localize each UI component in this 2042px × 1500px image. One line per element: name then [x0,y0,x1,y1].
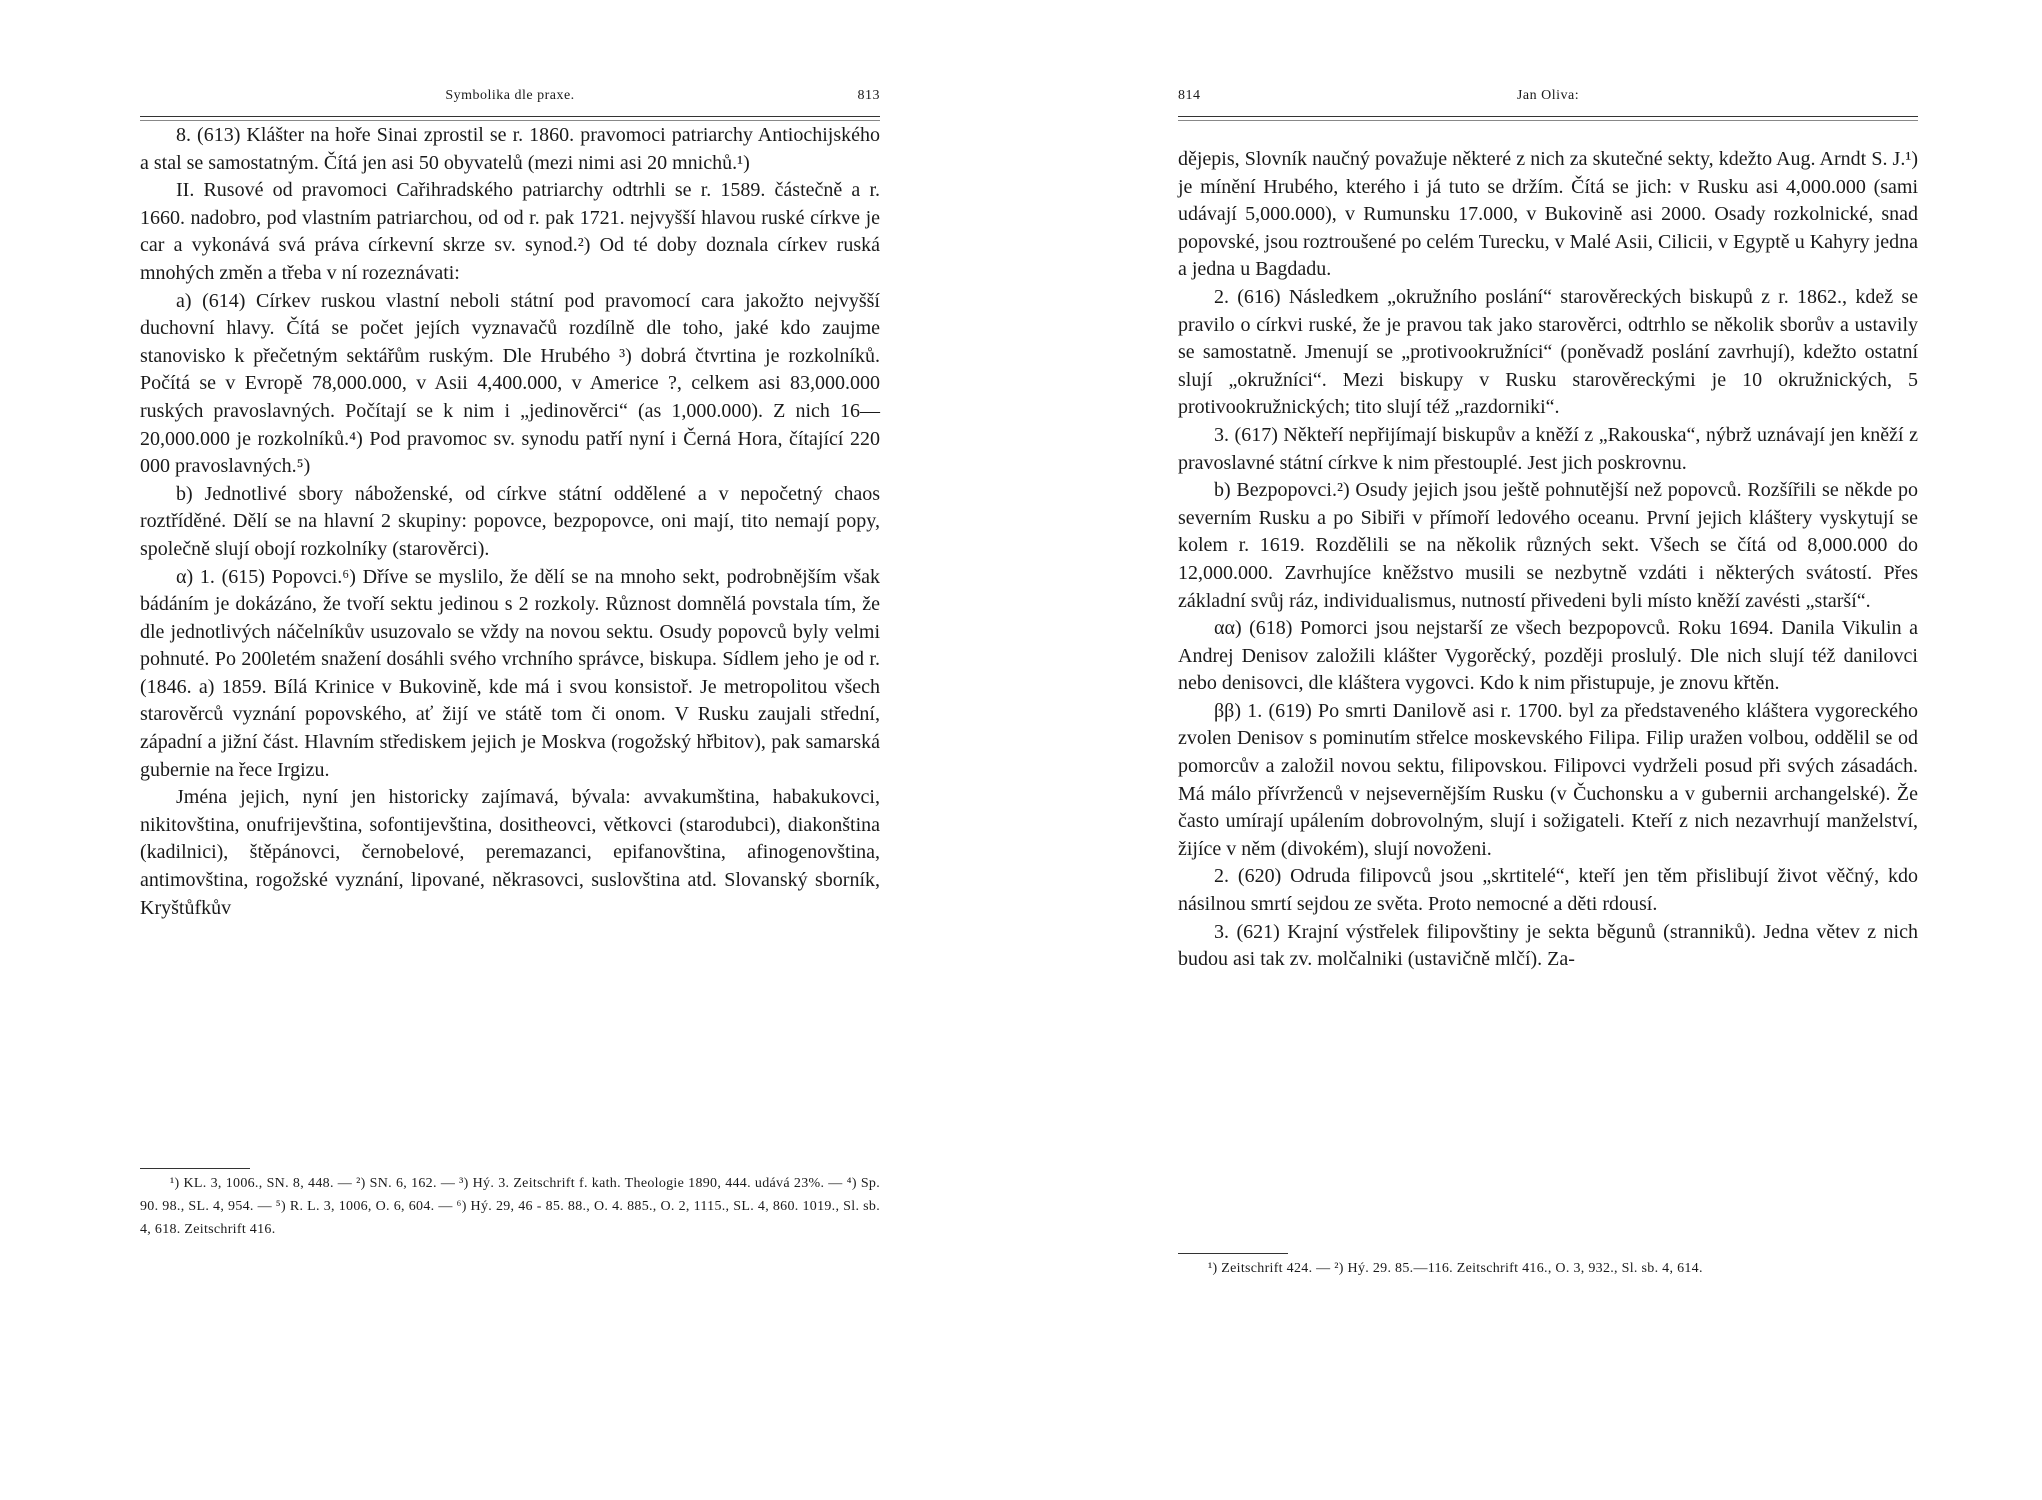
paragraph: 2. (616) Následkem „okružního poslání“ starověreckých biskupů z r. 1862., kdež se pravilo o církvi ruské, že je pravou tak jako starověrci, odtrhlo se několik sborův a ustavily se samostatně. Jmenují se „protivookružníci“ (poněvadž poslání zavrhují), kdežto ostatní slují „okružníci“. Mezi biskupy v Rusku starověreckými je 10 okružnických, 5 protivookružnických; tito slují též „razdorniki“. [1178,285,1918,419]
left-page [140,0,880,1500]
running-title: Jan Oliva: [1516,88,1580,103]
right-page [1178,0,1918,1500]
page-number: 814 [1178,88,1201,103]
paragraph: dějepis, Slovník naučný považuje některé z nich za skutečné sekty, kdežto Aug. Arndt S. J.¹) je mínění Hrubého, kterého i já tuto se držím. Čítá se jich: v Rusku asi 4,000.000 (sami udávají 5,000.000), v Rumunsku 17.000, v Bukovině asi 2000. Osady rozkolnické, snad popovské, jsou roztroušené po celém Turecku, v Malé Asii, Cilicii, v Egyptě u Kahyry jedna a jedna u Bagdadu. [1178,148,1918,281]
paragraph: 8. (613) Klášter na hoře Sinai zprostil se r. 1860. pravomoci patriarchy Antiochijského a stal se samostatným. Čítá jen asi 50 obyvatelů (mezi nimi asi 20 mnichů.¹) [140,124,880,174]
paragraph: 3. (617) Někteří nepřijímají biskupův a kněží z „Rakouska“, nýbrž uznávají jen kněží z pravoslavné státní církve k nim přestouplé. Jest jich poskrovnu. [1178,423,1918,474]
paragraph: 3. (621) Krajní výstřelek filipovštiny je sekta běgunů (stranniků). Jedna větev z nich budou asi tak zv. molčalniki (ustavičně mlčí). Za- [1178,920,1918,971]
footnotes [140,1172,880,1241]
footnote-rule [1178,1253,1288,1254]
page-number: 813 [857,88,880,103]
body-text [1178,146,1918,974]
body-text [140,122,880,922]
footnote-text: ¹) Zeitschrift 424. — ²) Hý. 29. 85.—116. Zeitschrift 416., O. 3, 932., Sl. sb. 4, 614. [1208,1261,1703,1276]
running-head [1178,88,1918,112]
header-rule [1178,116,1918,121]
paragraph: 2. (620) Odruda filipovců jsou „skrtitelé“, kteří jen těm přislibují život věčný, kdo násilnou smrtí sejdou ze světa. Proto nemocné a děti rdousí. [1178,865,1918,916]
header-rule [140,116,880,121]
footnote-text: ¹) KL. 3, 1006., SN. 8, 448. — ²) SN. 6, 162. — ³) Hý. 3. Zeitschrift f. kath. Theologie 1890, 444. udává 23%. — ⁴) Sp. 90. 98., SL. 4, 954. — ⁵) R. L. 3, 1006, O. 6, 604. — ⁶) Hý. 29, 46 - 85. 88., O. 4. 885., O. 2, 1115., SL. 4, 860. 1019., Sl. sb. 4, 618. Zeitschrift 416. [140,1176,880,1237]
footnote-rule [140,1168,250,1169]
running-title: Symbolika dle praxe. [445,88,575,103]
paragraph: α) 1. (615) Popovci.⁶) Dříve se myslilo, že dělí se na mnoho sekt, podrobnějším však bádáním je dokázáno, že tvoří sektu jedinou s 2 rozkoly. Různost domnělá povstala tím, že dle jednotlivých náčelníkův usuzovalo se vždy na novou sektu. Osudy popovců byly velmi pohnuté. Po 200letém snažení dosáhli svého vrchního správce, biskupa. Sídlem jeho je od r. (1846. a) 1859. Bílá Krinice v Bukovině, kde má i svou konsistoř. Je metropolitou všech starověrců vyznání popovského, ať žijí ve státě tom či onom. V Rusku zaujali střední, západní a jižní část. Hlavním střediskem jejich je Moskva (rogožský hřbitov), pak samarská gubernie na řece Irgizu. [140,565,880,781]
footnotes [1178,1257,1918,1280]
paragraph: b) Jednotlivé sbory náboženské, od církve státní oddělené a v nepočetný chaos roztříděné. Dělí se na hlavní 2 skupiny: popovce, bezpopovce, oni mají, tito nemají popy, společně slují obojí rozkolníky (starověrci). [140,482,880,560]
paragraph: αα) (618) Pomorci jsou nejstarší ze všech bezpopovců. Roku 1694. Danila Vikulin a Andrej Denisov založili klášter Vygorěcký, později proslulý. Dle nich slují též danilovci nebo denisovci, dle kláštera vygovci. Kdo k nim přistupuje, je znovu křtěn. [1178,617,1918,695]
paragraph: a) (614) Církev ruskou vlastní neboli státní pod pravomocí cara jakožto nejvyšší duchovní hlavy. Čítá se počet jejích vyznavačů rozdílně dle toho, jaké kdo zaujme stanovisko k přečetným sektářům ruským. Dle Hrubého ³) dobrá čtvrtina je rozkolníků. Počítá se v Evropě 78,000.000, v Asii 4,400.000, v Americe ?, celkem asi 83,000.000 ruských pravoslavných. Počítají se k nim i „jedinověrci“ (as 1,000.000). Z nich 16—20,000.000 je rozkolníků.⁴) Pod pravomoc sv. synodu patří nyní i Černá Hora, čítající 220 000 pravoslavných.⁵) [140,289,880,478]
paragraph: ββ) 1. (619) Po smrti Danilově asi r. 1700. byl za představeného kláštera vygoreckého zvolen Denisov s pominutím střelce moskevského Filipa. Filip uražen volbou, oddělil se od pomorcův a založil novou sektu, filipovskou. Filipovci vydrželi posud při svých zásadách. Má málo přívrženců v nejsevernějším Rusku (v Čuchonsku a v gubernii archangelské). Že často umírají upálením dobrovolným, slují i sožigateli. Kteří z nich nezavrhují manželství, žijíce v něm (divokém), slují novoženi. [1178,699,1918,860]
paragraph: Jména jejich, nyní jen historicky zajímavá, bývala: avvakumština, habakukovci, nikitovština, onufrijevština, sofontijevština, dositheovci, větkovci (starodubci), diakonština (kadilnici), štěpánovci, černobelové, peremazanci, epifanovština, afinogenovština, antimovština, rogožské vyznání, lipované, někrasovci, suslovština atd. Slovanský sborník, Kryštůfkův [140,786,880,919]
paragraph: II. Rusové od pravomoci Cařihradského patriarchy odtrhli se r. 1589. částečně a r. 1660. nadobro, pod vlastním patriarchou, od od r. pak 1721. nejvyšší hlavou ruské církve je car a vykonává svá práva církevní skrze sv. synod.²) Od té doby doznala církev ruská mnohých změn a třeba v ní rozeznávati: [140,179,880,284]
paragraph: b) Bezpopovci.²) Osudy jejich jsou ještě pohnutější než popovců. Rozšířili se někde po severním Rusku a po Sibiři v přímoří ledového oceanu. První jejich kláštery vyskytují se kolem r. 1619. Rozdělili se na několik různých sekt. Všech se čítá od 8,000.000 do 12,000.000. Zavrhujíce kněžstvo musili se nezbytně vzdáti i některých svátostí. Přes základní svůj ráz, individualismus, nutností přivedeni byli místo kněží zavésti „starší“. [1178,479,1918,612]
running-head [140,88,880,112]
